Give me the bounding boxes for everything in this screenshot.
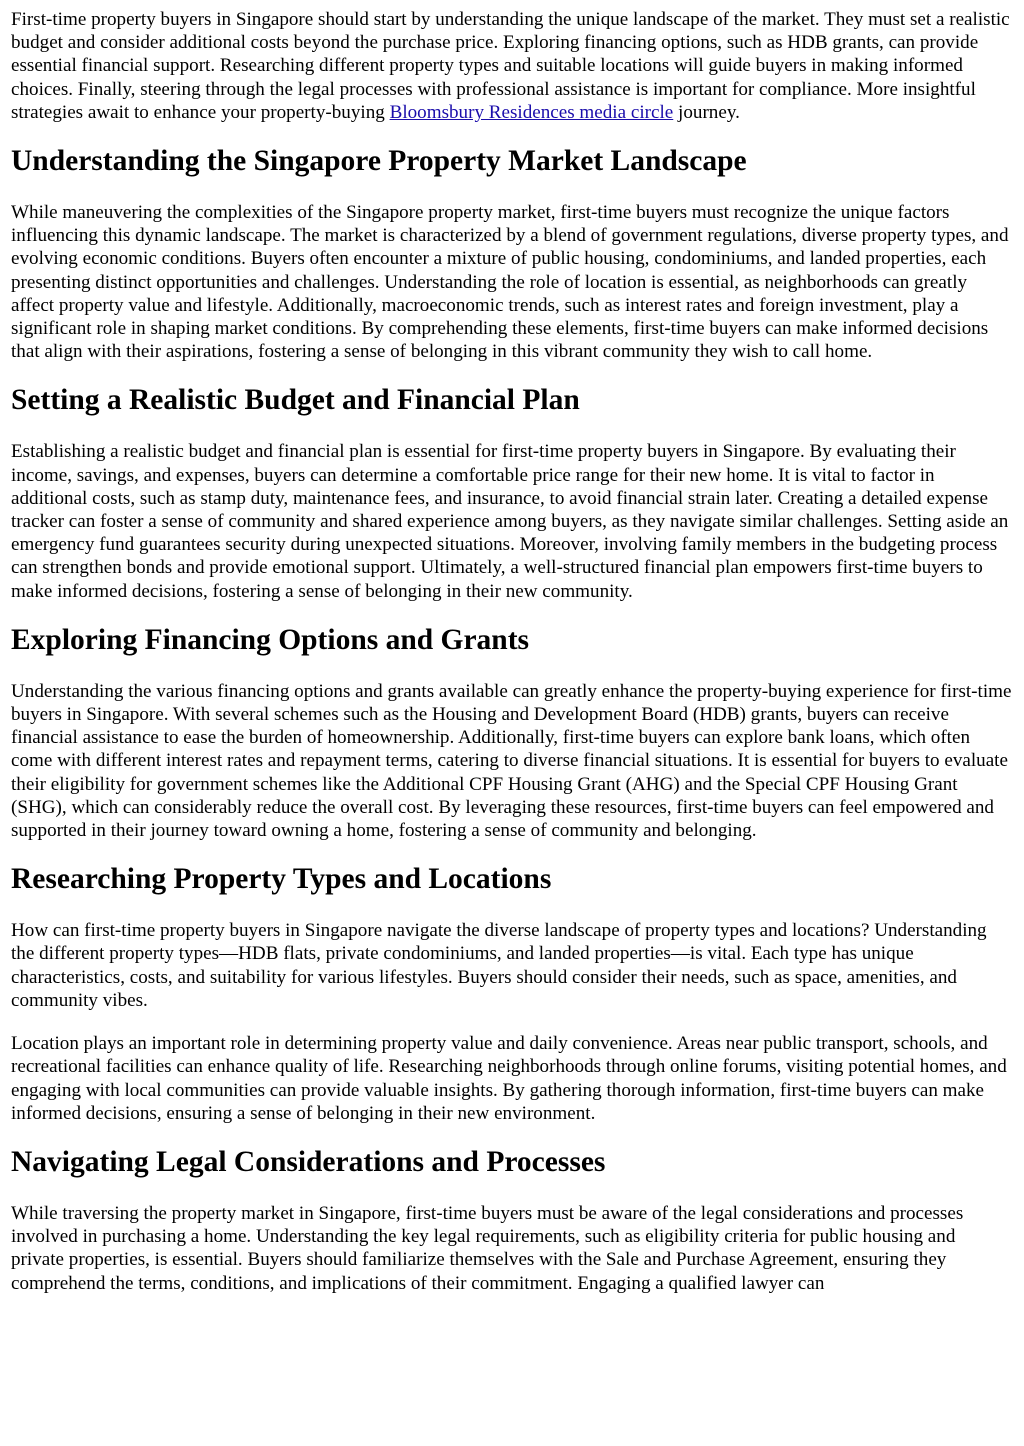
section-heading-financing: Exploring Financing Options and Grants <box>11 623 530 656</box>
section-paragraph: Establishing a realistic budget and financial plan is essential for first-time property buyers in Singapore. By evaluating their income, savings, and expenses, buyers can determine a comfortable price range for their new home. It is vital to factor in additional costs, such as stamp duty, maintenance fees, and insurance, to avoid financial strain later. Creating a detailed expense tracker can foster a sense of community and shared experience among buyers, as they navigate similar challenges. Setting aside an emergency fund guarantees security during unexpected situations. Moreover, involving family members in the budgeting process can strengthen bonds and provide emotional support. Ultimately, a well-structured financial plan empowers first-time buyers to make informed decisions, fostering a sense of belonging in their new community. <box>11 441 1009 602</box>
section-heading-legal: Navigating Legal Considerations and Processes <box>11 1145 606 1178</box>
intro-paragraph <box>11 8 1013 124</box>
intro-text: First-time property buyers in Singapore should start by understanding the unique landscape of the market. They must set a realistic budget and consider additional costs beyond the purchase price. Exploring financing options, such as HDB grants, can provide essential financial support. Researching different property types and suitable locations will guide buyers in making informed choices. Finally, steering through the legal processes with professional assistance is important for compliance. More insightful strategies await to enhance your property-buying <box>11 9 1010 123</box>
section-heading-market: Understanding the Singapore Property Market Landscape <box>11 145 747 178</box>
section-heading-property-types: Researching Property Types and Locations <box>11 863 552 896</box>
bloomsbury-residences-link[interactable]: Bloomsbury Residences media circle <box>389 101 674 123</box>
section-paragraph: While maneuvering the complexities of the Singapore property market, first-time buyers must recognize the unique factors influencing this dynamic landscape. The market is characterized by a blend of government regulations, diverse property types, and evolving economic conditions. Buyers often encounter a mixture of public housing, condominiums, and landed properties, each presenting distinct opportunities and challenges. Understanding the role of location is essential, as neighborhoods can greatly affect property value and lifestyle. Additionally, macroeconomic trends, such as interest rates and foreign investment, play a significant role in shaping market conditions. By comprehending these elements, first-time buyers can make informed decisions that align with their aspirations, fostering a sense of belonging in this vibrant community they wish to call home. <box>11 202 1009 363</box>
section-paragraph: Location plays an important role in determining property value and daily convenience. Areas near public transport, schools, and recreational facilities can enhance quality of life. Researching neighborhoods through online forums, visiting potential homes, and engaging with local communities can provide valuable insights. By gathering thorough information, first-time buyers can make informed decisions, ensuring a sense of belonging in their new environment. <box>11 1033 1007 1124</box>
section-heading-budget: Setting a Realistic Budget and Financial Plan <box>11 384 580 417</box>
section-paragraph: While traversing the property market in Singapore, first-time buyers must be aware of the legal considerations and processes involved in purchasing a home. Understanding the key legal requirements, such as eligibility criteria for public housing and private properties, is essential. Buyers should familiarize themselves with the Sale and Purchase Agreement, ensuring they comprehend the terms, conditions, and implications of their commitment. Engaging a qualified lawyer can <box>11 1202 964 1294</box>
section-paragraph: How can first-time property buyers in Singapore navigate the diverse landscape of property types and locations? Understanding the different property types—HDB flats, private condominiums, and landed properties—is vital. Each type has unique characteristics, costs, and suitability for various lifestyles. Buyers should consider their needs, such as space, amenities, and community vibes. <box>11 920 987 1011</box>
intro-text-end: journey. <box>673 101 740 123</box>
section-paragraph: Understanding the various financing options and grants available can greatly enhance the property-buying experience for first-time buyers in Singapore. With several schemes such as the Housing and Development Board (HDB) grants, buyers can receive financial assistance to ease the burden of homeownership. Additionally, first-time buyers can explore bank loans, which often come with different interest rates and repayment terms, catering to diverse financial situations. It is essential for buyers to evaluate their eligibility for government schemes like the Additional CPF Housing Grant (AHG) and the Special CPF Housing Grant (SHG), which can considerably reduce the overall cost. By leveraging these resources, first-time buyers can feel empowered and supported in their journey toward owning a home, fostering a sense of community and belonging. <box>11 680 1012 842</box>
